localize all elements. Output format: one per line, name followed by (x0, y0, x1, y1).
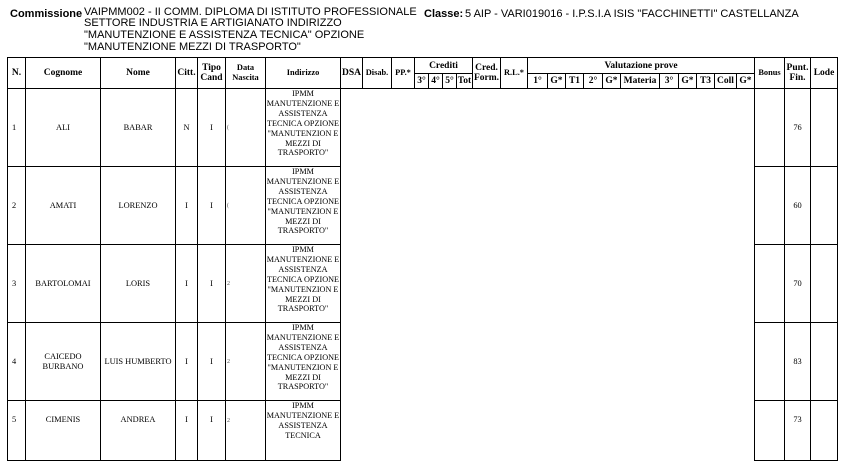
data-nascita-mark: ( (227, 124, 229, 131)
col-prova-t3: T3 (697, 74, 715, 89)
table-row (8, 245, 838, 323)
cell-punt-fin: 76 (785, 89, 811, 167)
commissione-line-1: VAIPMM002 - II COMM. DIPLOMA DI ISTITUTO PROFESSIONALE (84, 6, 417, 18)
data-nascita-mark: ( (227, 202, 229, 209)
data-nascita-mark: 2 (227, 280, 230, 287)
col-data-nascita: Data Nascita (226, 58, 266, 89)
cell-lode (811, 323, 838, 401)
cell-nome: LUIS HUMBERTO (101, 323, 176, 401)
col-prova-3-g: G* (679, 74, 697, 89)
cell-punt-fin: 73 (785, 401, 811, 461)
cell-bonus (755, 89, 785, 167)
col-coll: Coll (715, 74, 737, 89)
col-prova-t1: T1 (566, 74, 584, 89)
col-lode: Lode (811, 58, 838, 89)
cell-data-nascita (226, 167, 266, 245)
cell-lode (811, 245, 838, 323)
table-row (8, 89, 838, 167)
indirizzo-text: IPMM MANUTENZIONE E ASSISTENZA TECNICA OPZIONE "MANUTENZION E MEZZI DI TRASPORTO" (266, 167, 340, 236)
cell-n: 3 (8, 245, 26, 323)
cell-valutazione-blank (341, 323, 755, 401)
commissione-line-2: SETTORE INDUSTRIA E ARTIGIANATO INDIRIZZO (84, 17, 342, 29)
col-dsa: DSA (341, 58, 363, 89)
cell-valutazione-blank (341, 167, 755, 245)
cell-n: 1 (8, 89, 26, 167)
cell-tipo-cand: I (198, 245, 226, 323)
cell-bonus (755, 401, 785, 461)
cell-indirizzo (266, 89, 341, 167)
cell-tipo-cand: I (198, 401, 226, 461)
indirizzo-text: IPMM MANUTENZIONE E ASSISTENZA TECNICA OPZIONE "MANUTENZION E MEZZI DI TRASPORTO" (266, 245, 340, 314)
cell-indirizzo (266, 323, 341, 401)
cell-cognome: BARTOLOMAI (26, 245, 101, 323)
candidates-table (7, 57, 838, 461)
col-prova-1-g: G* (548, 74, 566, 89)
cell-nome: LORIS (101, 245, 176, 323)
cell-cognome: CIMENIS (26, 401, 101, 461)
cell-nome: LORENZO (101, 167, 176, 245)
cell-n: 4 (8, 323, 26, 401)
cell-nome: ANDREA (101, 401, 176, 461)
col-prova-2-g: G* (603, 74, 621, 89)
col-punt-fin: Punt. Fin. (785, 58, 811, 89)
cell-valutazione-blank (341, 401, 755, 461)
cell-data-nascita (226, 89, 266, 167)
col-prova-3: 3° (660, 74, 679, 89)
col-rl: R.L.* (501, 58, 528, 89)
cell-punt-fin: 70 (785, 245, 811, 323)
cell-tipo-cand: I (198, 89, 226, 167)
cell-indirizzo (266, 401, 341, 461)
cell-bonus (755, 167, 785, 245)
classe-label: Classe: (424, 8, 464, 20)
col-citt: Citt. (176, 58, 198, 89)
col-crediti-4: 4° (429, 74, 443, 89)
col-disab: Disab. (363, 58, 392, 89)
cell-citt: I (176, 167, 198, 245)
col-n: N. (8, 58, 26, 89)
col-coll-g: G* (737, 74, 755, 89)
commissione-line-3: "MANUTENZIONE E ASSISTENZA TECNICA" OPZIONE (84, 29, 365, 41)
commissione-line-4: "MANUTENZIONE MEZZI DI TRASPORTO" (84, 41, 301, 53)
cell-lode (811, 401, 838, 461)
col-prova-1: 1° (528, 74, 548, 89)
cell-data-nascita (226, 323, 266, 401)
cell-tipo-cand: I (198, 167, 226, 245)
col-crediti-5: 5° (443, 74, 457, 89)
cell-tipo-cand: I (198, 323, 226, 401)
col-materia: Materia (621, 74, 660, 89)
table-row (8, 401, 838, 461)
col-crediti: Crediti (415, 58, 473, 74)
cell-data-nascita (226, 401, 266, 461)
cell-cognome: CAICEDO BURBANO (26, 323, 101, 401)
cell-nome: BABAR (101, 89, 176, 167)
cell-citt: N (176, 89, 198, 167)
cell-citt: I (176, 323, 198, 401)
table-row (8, 167, 838, 245)
col-cred-form: Cred. Form. (473, 58, 501, 89)
classe-value: 5 AIP - VARI019016 - I.P.S.I.A ISIS "FACCHINETTI" CASTELLANZA (465, 8, 799, 20)
cell-data-nascita (226, 245, 266, 323)
col-indirizzo: Indirizzo (266, 58, 341, 89)
col-prova-2: 2° (584, 74, 603, 89)
cell-indirizzo (266, 167, 341, 245)
col-pp: PP.* (392, 58, 415, 89)
cell-citt: I (176, 245, 198, 323)
data-nascita-mark: 2 (227, 358, 230, 365)
indirizzo-text: IPMM MANUTENZIONE E ASSISTENZA TECNICA (266, 401, 340, 440)
cell-bonus (755, 323, 785, 401)
col-cognome: Cognome (26, 58, 101, 89)
col-tipo-cand: Tipo Cand (198, 58, 226, 89)
col-bonus: Bonus (755, 58, 785, 89)
cell-punt-fin: 83 (785, 323, 811, 401)
col-crediti-3: 3° (415, 74, 429, 89)
cell-punt-fin: 60 (785, 167, 811, 245)
cell-cognome: ALI (26, 89, 101, 167)
indirizzo-text: IPMM MANUTENZIONE E ASSISTENZA TECNICA OPZIONE "MANUTENZION E MEZZI DI TRASPORTO" (266, 323, 340, 392)
cell-n: 2 (8, 167, 26, 245)
data-nascita-mark: 2 (227, 418, 230, 424)
cell-citt: I (176, 401, 198, 461)
commissione-label: Commissione (10, 8, 83, 20)
col-valutazione-prove: Valutazione prove (528, 58, 755, 74)
table-row (8, 323, 838, 401)
cell-bonus (755, 245, 785, 323)
col-crediti-tot: Tot (457, 74, 473, 89)
cell-n: 5 (8, 401, 26, 461)
cell-valutazione-blank (341, 89, 755, 167)
col-nome: Nome (101, 58, 176, 89)
cell-lode (811, 167, 838, 245)
cell-indirizzo (266, 245, 341, 323)
cell-lode (811, 89, 838, 167)
indirizzo-text: IPMM MANUTENZIONE E ASSISTENZA TECNICA OPZIONE "MANUTENZION E MEZZI DI TRASPORTO" (266, 89, 340, 158)
cell-valutazione-blank (341, 245, 755, 323)
cell-cognome: AMATI (26, 167, 101, 245)
